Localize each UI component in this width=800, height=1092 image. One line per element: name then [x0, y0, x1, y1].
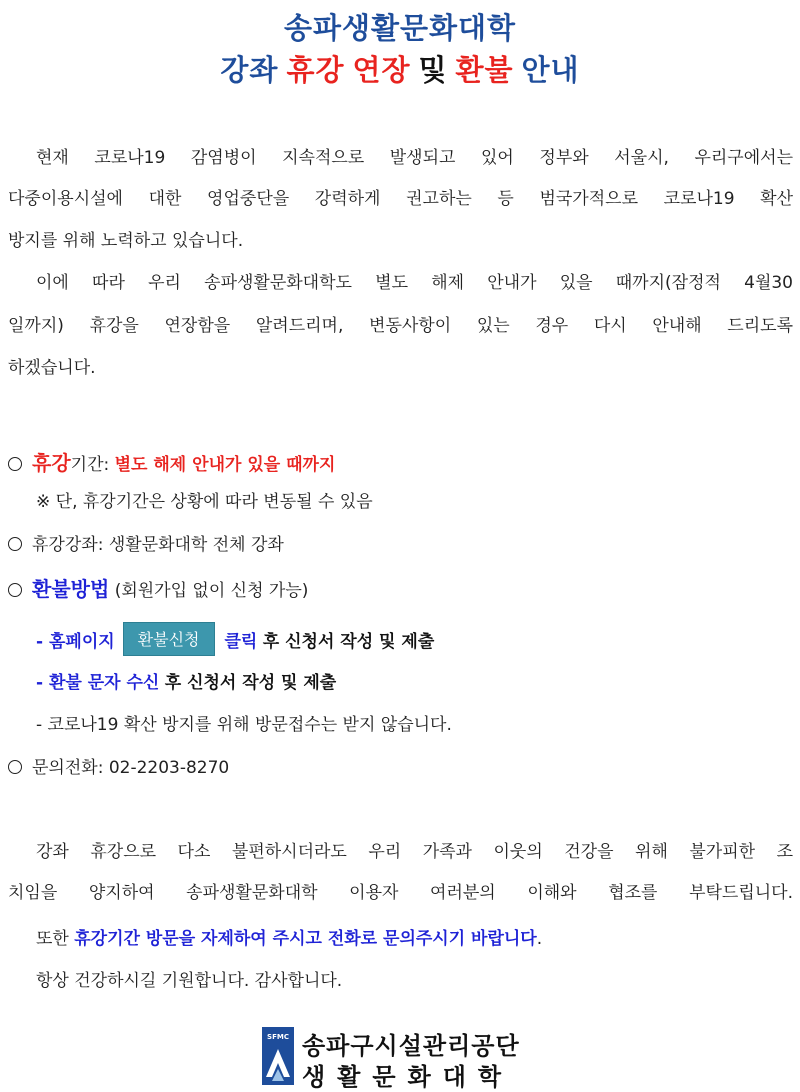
circle-bullet-icon	[8, 457, 22, 471]
method2-prefix: - 환불 문자 수신	[36, 673, 160, 693]
courses-item	[8, 530, 284, 555]
refund-method-3: - 코로나19 확산 방지를 위해 방문접수는 받지 않습니다.	[36, 715, 452, 735]
closure-period-item	[8, 447, 335, 476]
closing-line-2: 치임을 양지하여 송파생활문화대학 이용자 여러분의 이해와 협조를 부탁드립니다.	[8, 883, 793, 903]
closing-line-3	[36, 924, 542, 949]
intro-paragraph-2-line-1: 이에 따라 우리 송파생활문화대학도 별도 해제 안내가 있을 때까지(잠정적 4월30	[36, 273, 793, 293]
page-subtitle	[0, 48, 800, 89]
closure-label: 휴강	[32, 451, 71, 475]
closure-value: 별도 해제 안내가 있을 때까지	[114, 455, 336, 475]
courses-text: 휴강강좌: 생활문화대학 전체 강좌	[32, 535, 284, 555]
subtitle-word: 휴강	[286, 53, 345, 87]
closure-label-rest: 기간:	[70, 455, 115, 475]
closure-note: ※ 단, 휴강기간은 상황에 따라 변동될 수 있음	[36, 492, 373, 512]
intro-paragraph-2-line-2: 일까지) 휴강을 연장함을 알려드리며, 변동사항이 있는 경우 다시 안내해 드리도록	[8, 316, 793, 336]
circle-bullet-icon	[8, 583, 22, 597]
closing-line-3-prefix: 또한	[36, 929, 75, 949]
intro-paragraph-1-line-3: 방지를 위해 노력하고 있습니다.	[8, 231, 244, 251]
circle-bullet-icon	[8, 760, 22, 774]
closing-line-3-suffix: .	[536, 929, 543, 949]
refund-apply-button[interactable]: 환불신청	[123, 622, 215, 656]
method1-suffix: 후 신청서 작성 및 제출	[262, 632, 435, 652]
refund-method-2	[36, 668, 336, 693]
method1-prefix: - 홈페이지	[36, 632, 115, 652]
refund-label: 환불방법	[32, 577, 110, 601]
subtitle-word: 연장	[352, 53, 411, 87]
organization-logo	[262, 1025, 552, 1091]
subtitle-word: 및	[418, 53, 448, 87]
circle-bullet-icon	[8, 537, 22, 551]
intro-paragraph-2-line-3: 하겠습니다.	[8, 358, 96, 378]
intro-paragraph-1-line-2: 다중이용시설에 대한 영업중단을 강력하게 권고하는 등 범국가적으로 코로나19 확산	[8, 189, 793, 209]
closing-line-3-emphasis: 휴강기간 방문을 자제하여 주시고 전화로 문의주시기 바랍니다	[74, 929, 537, 949]
subtitle-word: 강좌	[220, 53, 279, 87]
closing-line-4: 항상 건강하시길 기원합니다. 감사합니다.	[36, 971, 343, 991]
phone-item	[8, 753, 229, 778]
closing-line-1: 강좌 휴강으로 다소 불편하시더라도 우리 가족과 이웃의 건강을 위해 불가피한 조	[36, 842, 793, 862]
method1-click: 클릭	[224, 632, 258, 652]
sfmc-emblem-icon	[262, 1027, 294, 1085]
logo-org-name: 송파구시설관리공단	[302, 1032, 520, 1060]
page-title: 송파생활문화대학	[283, 11, 517, 45]
phone-text: 문의전화: 02-2203-8270	[32, 758, 230, 778]
refund-note: (회원가입 없이 신청 가능)	[114, 581, 309, 601]
refund-method-1	[36, 622, 434, 656]
subtitle-word: 환불	[455, 53, 514, 87]
intro-paragraph-1-line-1: 현재 코로나19 감염병이 지속적으로 발생되고 있어 정부와 서울시, 우리구에서는	[36, 148, 793, 168]
emblem-text: SFMC	[267, 1033, 289, 1041]
subtitle-word: 안내	[521, 53, 580, 87]
method2-suffix: 후 신청서 작성 및 제출	[164, 673, 337, 693]
logo-unit-name: 생활문화대학	[302, 1063, 514, 1091]
refund-method-item	[8, 573, 308, 602]
